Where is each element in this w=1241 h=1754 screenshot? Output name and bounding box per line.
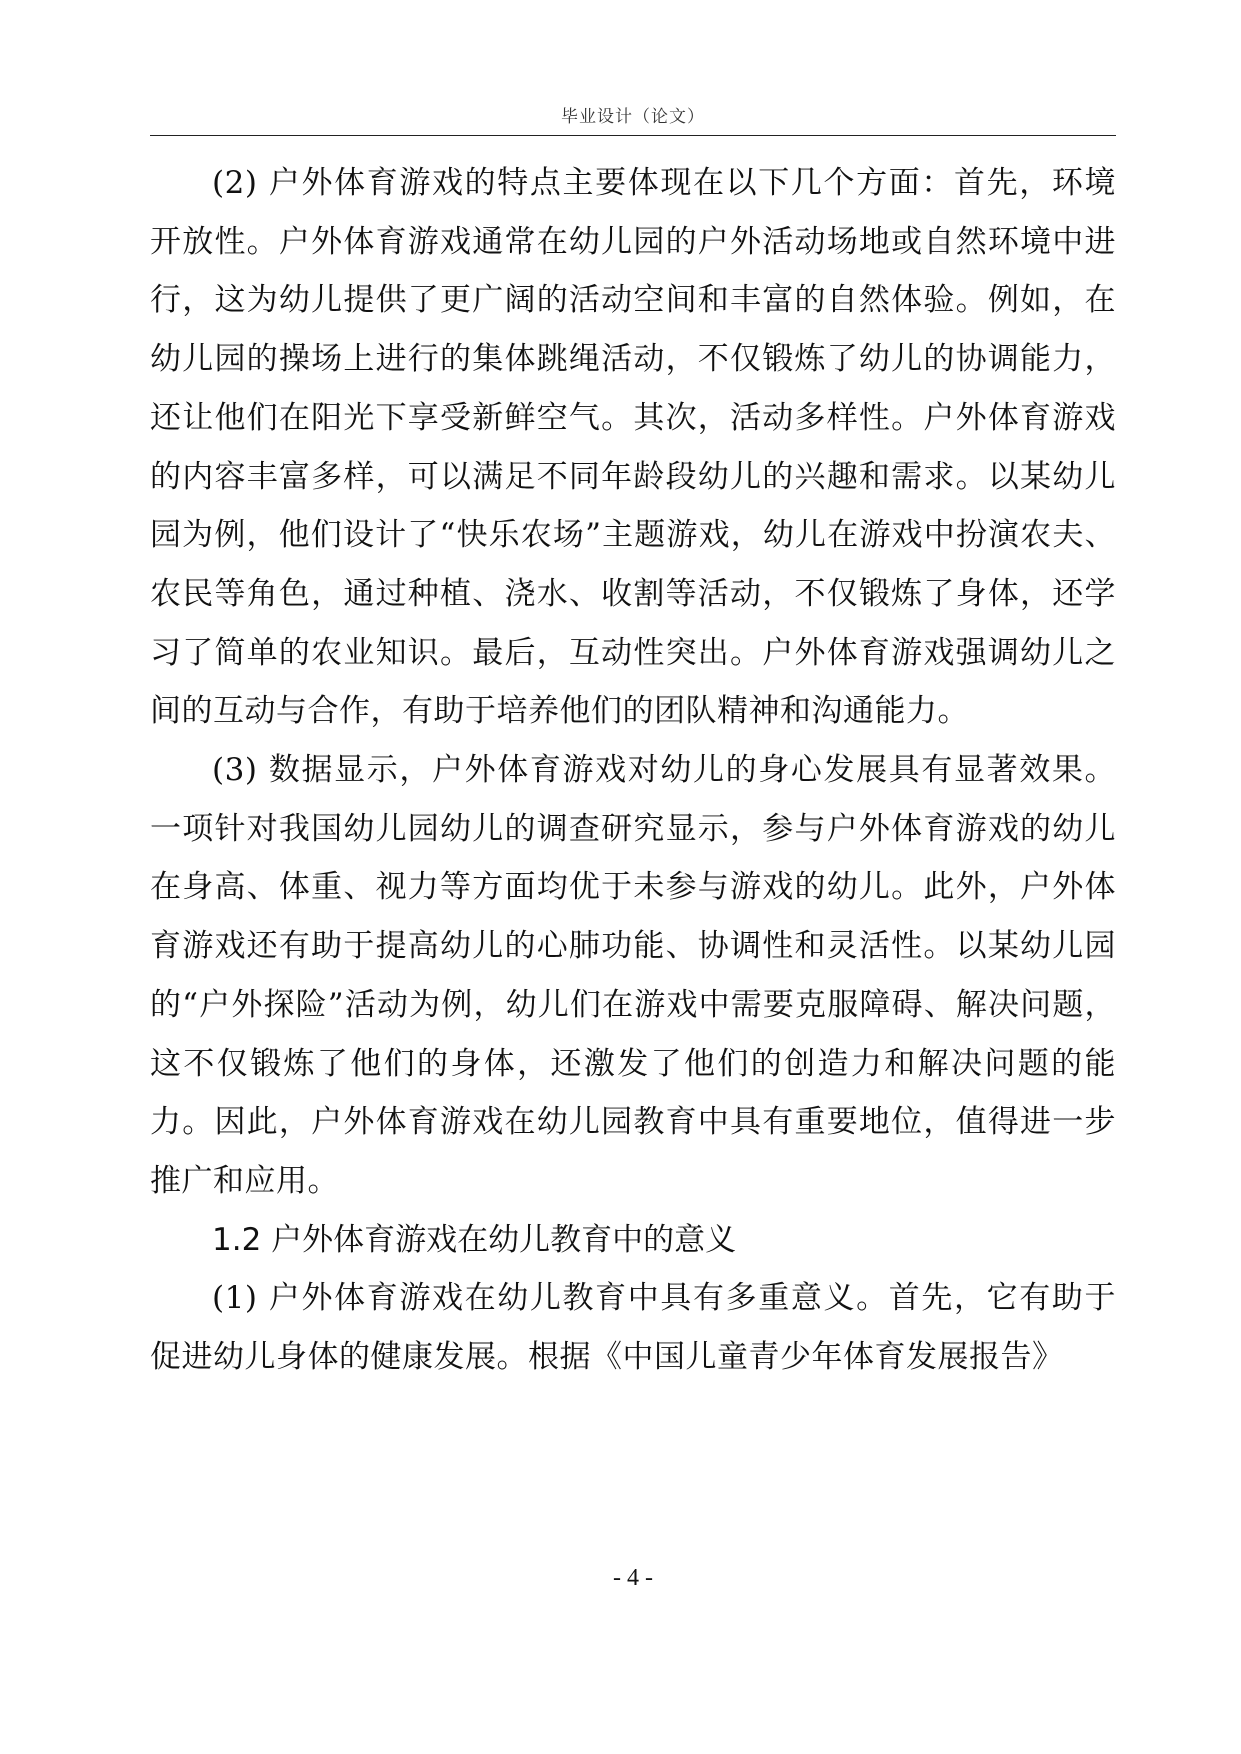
body-text <box>150 154 1116 1387</box>
section-paragraph-1: (1) 户外体育游戏在幼儿教育中具有多重意义。首先，它有助于促进幼儿身体的健康发展。根据《中国儿童青少年体育发展报告》 <box>150 1280 1116 1376</box>
paragraph-3: (3) 数据显示，户外体育游戏对幼儿的身心发展具有显著效果。一项针对我国幼儿园幼儿的调查研究显示，参与户外体育游戏的幼儿在身高、体重、视力等方面均优于未参与游戏的幼儿。此外，户外体育游戏还有助于提高幼儿的心肺功能、协调性和灵活性。以某幼儿园的“户外探险”活动为例，幼儿们在游戏中需要克服障碍、解决问题，这不仅锻炼了他们的身体，还激发了他们的创造力和解决问题的能力。因此，户外体育游戏在幼儿园教育中具有重要地位，值得进一步推广和应用。 <box>150 752 1116 1199</box>
page-number: - 4 - <box>613 1565 653 1591</box>
paragraph-2: (2) 户外体育游戏的特点主要体现在以下几个方面：首先，环境开放性。户外体育游戏通常在幼儿园的户外活动场地或自然环境中进行，这为幼儿提供了更广阔的活动空间和丰富的自然体验。例如，在幼儿园的操场上进行的集体跳绳活动，不仅锻炼了幼儿的协调能力，还让他们在阳光下享受新鲜空气。其次，活动多样性。户外体育游戏的内容丰富多样，可以满足不同年龄段幼儿的兴趣和需求。以某幼儿园为例，他们设计了“快乐农场”主题游戏，幼儿在游戏中扮演农夫、农民等角色，通过种植、浇水、收割等活动，不仅锻炼了身体，还学习了简单的农业知识。最后，互动性突出。户外体育游戏强调幼儿之间的互动与合作，有助于培养他们的团队精神和沟通能力。 <box>150 165 1116 730</box>
header-rule <box>150 135 1116 136</box>
section-heading: 1.2 户外体育游戏在幼儿教育中的意义 <box>212 1221 737 1258</box>
page-header: 毕业设计（论文） <box>561 107 705 127</box>
